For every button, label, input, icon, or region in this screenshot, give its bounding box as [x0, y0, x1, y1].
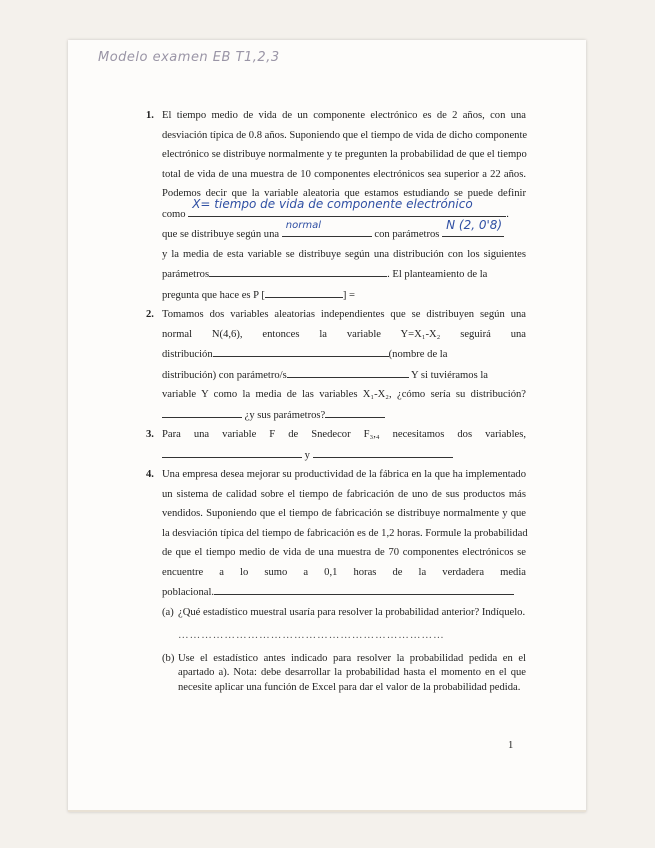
text-line: Podemos decir que la variable aleatoria que estamos estudiando se puede definir	[162, 188, 526, 199]
text-line: apartado a). Nota: debe desarrollar la probabilidad hasta el momento en el que	[178, 667, 526, 678]
text-line	[162, 344, 526, 365]
text-line	[162, 582, 526, 603]
label: distribución) con parámetro/s	[162, 369, 287, 381]
question-3	[146, 425, 526, 465]
text-line: Tomamos dos variables aleatorias independientes que se distribuyen según una	[162, 309, 526, 320]
sub-label: (b)	[162, 652, 175, 664]
text-line: vendidos. Suponiendo que el tiempo de fabricación se distribuye normalmente y que	[162, 508, 526, 519]
text-line: normal N(4,6), entonces la variable Y=X₁-X₂ seguirá una	[162, 328, 526, 340]
text-line: Para una variable F de Snedecor F₃,₄ necesitamos dos variables,	[162, 429, 526, 440]
text-line: Use el estadístico antes indicado para resolver la probabilidad pedida en el	[178, 652, 526, 664]
label: ] =	[342, 289, 356, 301]
sub-label: (a)	[162, 606, 174, 618]
label: como	[162, 208, 186, 220]
text-line: Una empresa desea mejorar su productividad de la fábrica en la que ha implementado	[162, 469, 526, 480]
text-line	[162, 405, 526, 426]
label: (nombre de la	[388, 349, 448, 360]
question-number: 1.	[146, 110, 154, 121]
label: ¿y sus parámetros?	[244, 409, 326, 421]
text-line: variable Y como la media de las variables X₁-X₂, ¿cómo sería su distribución?	[162, 389, 526, 400]
question-number: 3.	[146, 429, 154, 440]
answer-blank[interactable]	[265, 285, 343, 298]
question-number: 2.	[146, 309, 154, 320]
label: .	[506, 208, 509, 220]
divider	[68, 810, 586, 812]
answer-blank[interactable]	[162, 405, 242, 418]
handwritten-answer: N (2, 0'8)	[446, 217, 503, 232]
text-line: y la media de esta variable se distribuye según una distribución con los siguientes	[162, 248, 526, 260]
handwritten-answer: X= tiempo de vida de componente electrónico	[192, 197, 473, 211]
answer-blank[interactable]	[162, 445, 302, 458]
text-line: encuentre a lo sumo a 0,1 horas de la verdadera media	[162, 566, 526, 578]
question-2	[146, 305, 526, 425]
text-line: de que el tiempo medio de vida de una muestra de 70 componentes electrónicos se	[162, 547, 526, 558]
text-line: desviación típica de 0.8 años. Suponiendo que el tiempo de vida de dicho componente	[162, 129, 528, 141]
text-line	[162, 365, 526, 386]
label: que se distribuye según una	[162, 229, 280, 240]
answer-blank[interactable]	[287, 365, 409, 378]
question-number: 4.	[146, 469, 154, 480]
exam-sheet	[68, 40, 586, 812]
question-4	[146, 465, 526, 695]
page-number: 1	[508, 740, 514, 751]
label: poblacional.	[162, 587, 215, 598]
answer-blank[interactable]	[325, 405, 385, 418]
answer-blank[interactable]	[442, 217, 504, 237]
text-line: ¿Qué estadístico muestral usaría para resolver la probabilidad anterior? Indíquelo.	[178, 606, 526, 618]
label: parámetros	[162, 269, 210, 280]
answer-blank[interactable]	[282, 219, 372, 237]
label: . El planteamiento de la	[387, 269, 488, 280]
text-line: necesite aplicar una función de Excel para dar el valor de la probabilidad pedida.	[178, 681, 521, 693]
sub-question-a	[162, 603, 526, 646]
answer-blank[interactable]	[213, 344, 389, 357]
handwritten-title: Modelo examen EB T1,2,3	[98, 50, 280, 65]
text-line: El tiempo medio de vida de un componente electrónico es de 2 años, con una	[162, 110, 526, 121]
question-1	[146, 106, 526, 305]
text-line	[162, 285, 526, 306]
text-line	[162, 445, 526, 466]
sub-question-b	[162, 652, 526, 696]
label: con parámetros	[374, 229, 440, 240]
label: pregunta que hace es P [	[162, 289, 265, 301]
handwritten-answer: normal	[285, 219, 321, 231]
text-line: la desviación típica del tiempo de fabricación es de 1,2 horas. Formule la probabilidad	[162, 527, 528, 539]
text-line	[162, 264, 526, 285]
text-line: total de vida de una muestra de 10 componentes electrónicos sea superior a 22 años.	[162, 168, 526, 180]
answer-blank[interactable]	[214, 582, 514, 595]
text-line	[162, 217, 526, 245]
label: y	[304, 449, 310, 461]
answer-blank[interactable]	[313, 445, 453, 458]
text-line: un sistema de calidad sobre el tiempo de fabricación de uno de sus productos más	[162, 488, 526, 500]
exam-content	[146, 106, 526, 695]
answer-blank[interactable]	[209, 264, 387, 277]
text-line: electrónico se distribuye normalmente y te pregunten la probabilidad de que el tiempo	[162, 149, 527, 160]
label: Y si tuviéramos la	[411, 369, 489, 381]
dotted-answer-line[interactable]: ……………………………………………………………	[178, 630, 445, 641]
label: distribución	[162, 349, 213, 360]
